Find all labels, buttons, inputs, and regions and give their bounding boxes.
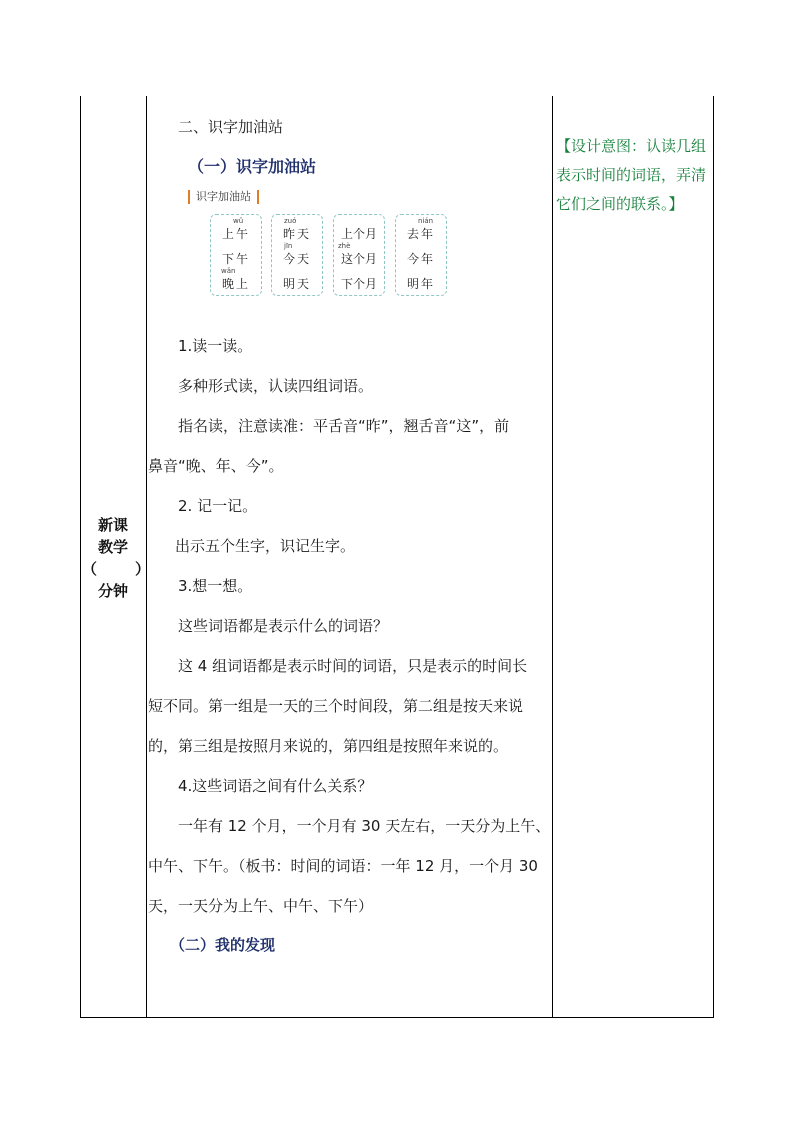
- table-border-bottom: [80, 1017, 714, 1018]
- word-item: 晚上: [221, 277, 250, 291]
- pinyin-label: nián: [418, 217, 434, 225]
- word-item: 明天: [282, 277, 311, 291]
- word-card-4: [395, 214, 447, 296]
- word-item: 下午: [221, 252, 250, 266]
- design-intent-note: 【设计意图：认读几组表示时间的词语，弄清它们之间的联系。】: [556, 137, 707, 213]
- word-card-2: [271, 214, 323, 296]
- para-relation-answer-1: 一年有 12 个月，一个月有 30 天左右，一天分为上午、: [178, 817, 551, 835]
- word-item: 下个月: [340, 277, 377, 291]
- subsection-title-1: （一）识字加油站: [188, 157, 317, 176]
- para-answer-2: 短不同。第一组是一天的三个时间段，第二组是按天来说: [148, 697, 524, 715]
- stage-label-paren-open: （: [82, 560, 98, 578]
- para-question: 这些词语都是表示什么的词语？: [178, 617, 389, 635]
- pinyin-label: wǔ: [233, 217, 244, 225]
- stage-label-cell: [80, 96, 150, 1018]
- word-card-3: [333, 214, 385, 296]
- para-relation-answer-3: 天，一天分为上午、中午、下午）: [148, 897, 374, 915]
- subsection-title-2: （二）我的发现: [170, 936, 276, 954]
- para-read: 1.读一读。: [178, 337, 253, 355]
- word-item: 昨天: [282, 227, 311, 241]
- word-item: 上午: [221, 227, 250, 241]
- pinyin-label: zuó: [284, 217, 297, 225]
- word-item: 上个月: [340, 227, 377, 241]
- para-read-methods: 多种形式读，认读四组词语。: [178, 377, 374, 395]
- para-think: 3.想一想。: [178, 577, 253, 595]
- pinyin-label: wǎn: [221, 267, 236, 275]
- word-station-tag: 识字加油站: [188, 190, 259, 204]
- word-item: 这个月: [340, 252, 377, 266]
- section-title: 二、识字加油站: [178, 118, 284, 136]
- table-divider-2: [552, 96, 553, 1018]
- para-pronunciation-2: 鼻音“晚、年、今”。: [148, 457, 284, 475]
- word-item: 明年: [406, 277, 435, 291]
- word-item: 今天: [282, 252, 311, 266]
- word-card-1: [210, 214, 262, 296]
- word-item: 去年: [406, 227, 435, 241]
- table-divider-1: [146, 96, 147, 1018]
- para-answer-1: 这 4 组词语都是表示时间的词语，只是表示的时间长: [178, 657, 528, 675]
- para-pronunciation-1: 指名读，注意读准：平舌音“昨”，翘舌音“这”，前: [178, 417, 510, 435]
- stage-label-paren-close: ）: [134, 560, 150, 578]
- stage-label-line1: 新课: [97, 516, 128, 534]
- table-border-right: [713, 96, 714, 1018]
- para-remember: 2. 记一记。: [178, 497, 258, 515]
- para-show-chars: 出示五个生字，识记生字。: [175, 537, 356, 555]
- stage-label-line4: 分钟: [97, 582, 128, 600]
- word-item: 今年: [406, 252, 435, 266]
- para-relation: 4.这些词语之间有什么关系？: [178, 777, 373, 795]
- para-relation-answer-2: 中午、下午。（板书：时间的词语：一年 12 月，一个月 30: [148, 857, 538, 875]
- pinyin-label: jīn: [284, 242, 293, 250]
- stage-label-line2: 教学: [97, 538, 128, 556]
- para-answer-3: 的，第三组是按照月来说的，第四组是按照年来说的。: [148, 737, 509, 755]
- pinyin-label: zhè: [338, 242, 351, 250]
